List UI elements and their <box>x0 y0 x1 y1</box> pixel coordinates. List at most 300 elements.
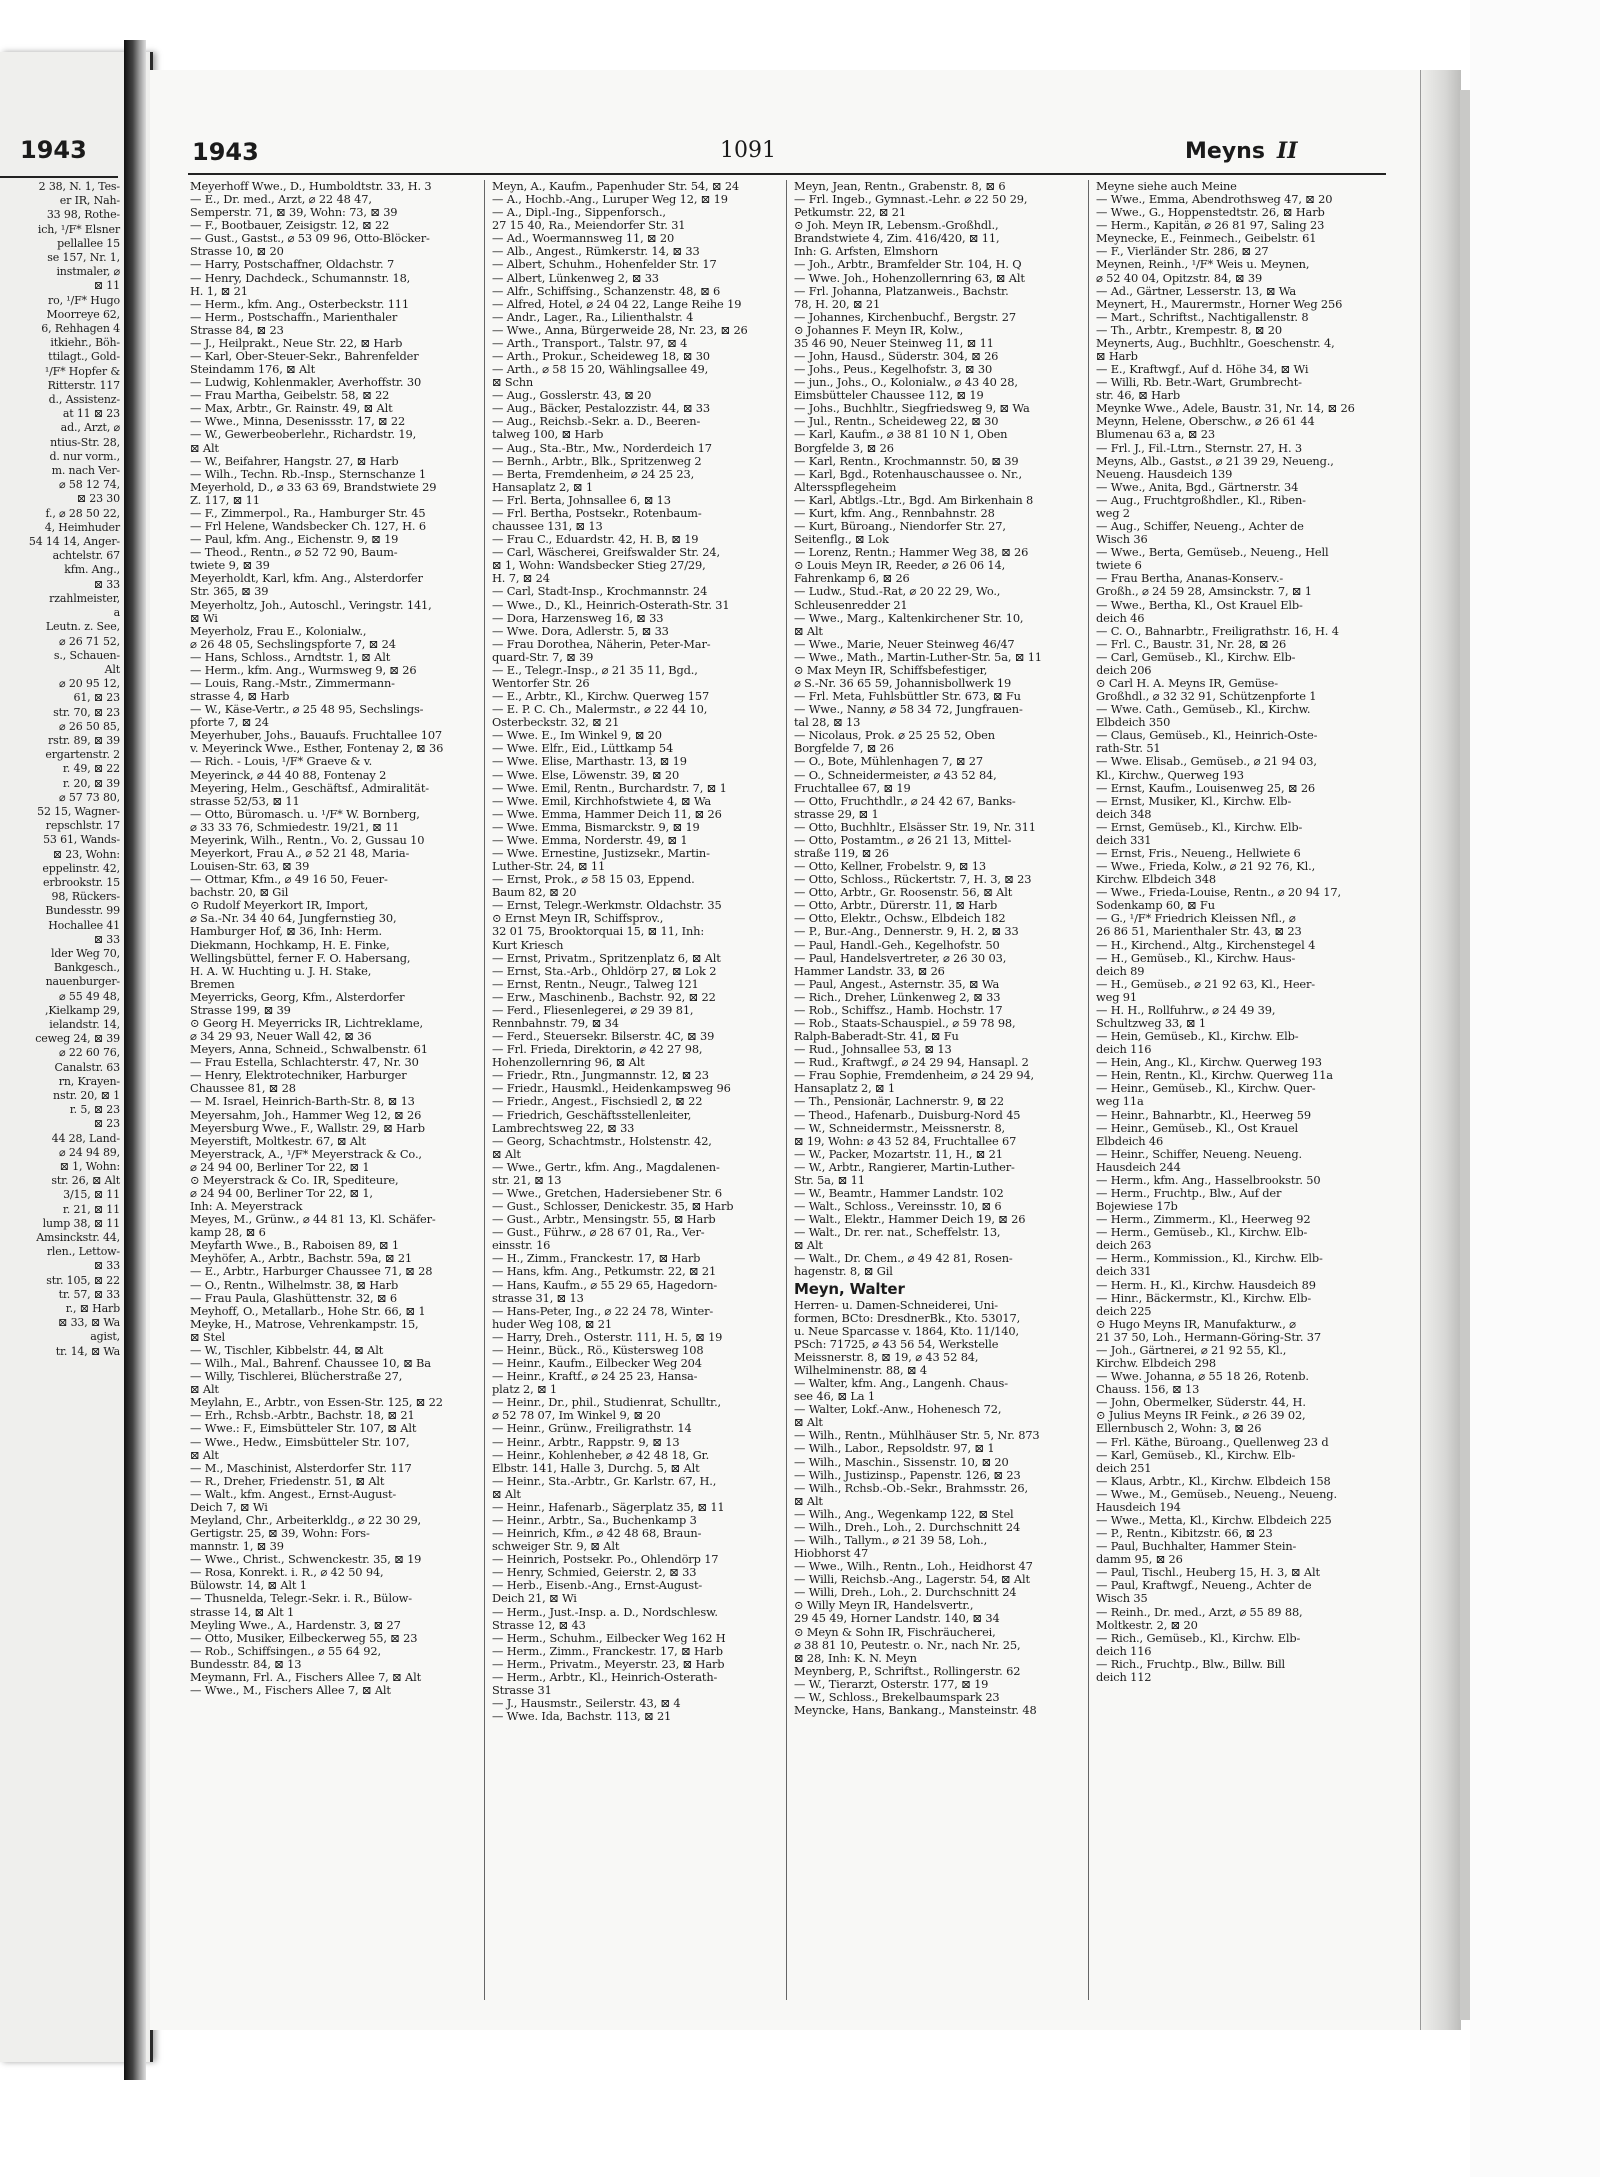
left-page-line: ⌀ 58 12 74, <box>59 478 120 492</box>
directory-entry-line: — Aug., Sta.-Btr., Mw., Norderdeich 17 <box>492 441 712 455</box>
directory-heading: Meyn, Walter <box>794 1279 905 1298</box>
left-page-header-rule <box>0 176 118 178</box>
directory-entry-line: — Wwe. Cath., Gemüseb., Kl., Kirchw. <box>1096 703 1311 717</box>
directory-entry-line: — O., Rentn., Wilhelmstr. 38, ⊠ Harb <box>190 1278 399 1292</box>
directory-columns <box>190 180 1386 2000</box>
directory-entry-line: ⊠ Alt <box>794 1239 823 1253</box>
directory-entry-line: Meyncke, Hans, Bankang., Mansteinstr. 48 <box>794 1703 1037 1717</box>
directory-entry-line: Eimsbütteler Chaussee 112, ⊠ 19 <box>794 389 984 403</box>
directory-entry-line: Inh: A. Meyerstrack <box>190 1200 303 1214</box>
directory-entry-line: — Hans, Schloss., Arndtstr. 1, ⊠ Alt <box>190 650 391 664</box>
directory-entry-line: — Wwe., Bertha, Kl., Ost Krauel Elb- <box>1096 598 1303 612</box>
left-page-line: r. 20, ⊠ 39 <box>62 776 120 790</box>
directory-entry-line: — Erh., Rchsb.-Arbtr., Bachstr. 18, ⊠ 21 <box>190 1409 415 1423</box>
directory-entry-line: 78, H. 20, ⊠ 21 <box>794 297 881 311</box>
directory-entry-line: Diekmann, Hochkamp, H. E. Finke, <box>190 938 390 952</box>
left-page-line: Moorreye 62, <box>46 307 120 321</box>
directory-entry-line: — Karl, Ober-Steuer-Sekr., Bahrenfelder <box>190 350 419 364</box>
directory-entry-line: — Wwe., Anita, Bgd., Gärtnerstr. 34 <box>1096 480 1299 494</box>
left-page-year: 1943 <box>20 136 87 164</box>
directory-entry-line: — Rich., Dreher, Lünkenweg 2, ⊠ 33 <box>794 990 1001 1004</box>
directory-entry-line: weg 91 <box>1096 990 1137 1004</box>
directory-entry-line: — Louis, Rang.-Mstr., Zimmermann- <box>190 676 395 690</box>
directory-entry-line: — Friedr., Angest., Fischsiedl 2, ⊠ 22 <box>492 1095 703 1109</box>
directory-entry-line: — Hein, Gemüseb., Kl., Kirchw. Elb- <box>1096 1030 1299 1044</box>
directory-entry-line: Bremen <box>190 977 235 991</box>
directory-entry-line: Meyering, Helm., Geschäftsf., Admiralität- <box>190 781 429 795</box>
directory-entry-line: — Albert, Lünkenweg 2, ⊠ 33 <box>492 271 659 285</box>
directory-entry-line: Wentorfer Str. 26 <box>492 676 590 690</box>
directory-entry-line: — Heinr., Kohlenheber, ⌀ 42 48 18, Gr. <box>492 1448 710 1462</box>
directory-entry-line: hagenstr. 8, ⊠ Gil <box>794 1265 893 1279</box>
directory-entry-line: str. 21, ⊠ 13 <box>492 1173 562 1187</box>
directory-entry-line: Hausdeich 244 <box>1096 1160 1181 1174</box>
directory-entry-line: — H., Gemüseb., Kl., Kirchw. Haus- <box>1096 951 1296 965</box>
directory-entry-line: — Alfr., Schiffsing., Schanzenstr. 48, ⊠ 6 <box>492 284 721 298</box>
running-head-name: Meyns <box>1185 139 1265 164</box>
left-page-line: Ritterstr. 117 <box>47 378 120 392</box>
directory-entry-line: — Ernst, Kaufm., Louisenweg 25, ⊠ 26 <box>1096 781 1316 795</box>
directory-entry-line: — Ernst, Gemüseb., Kl., Kirchw. Elb- <box>1096 820 1303 834</box>
directory-entry-line: — Willi, Reichsb.-Ang., Lagerstr. 54, ⊠ Alt <box>794 1573 1030 1587</box>
directory-entry-line: — Rob., Schiffsz., Hamb. Hochstr. 17 <box>794 1003 1003 1017</box>
directory-entry-line: 21 37 50, Loh., Hermann-Göring-Str. 37 <box>1096 1330 1321 1344</box>
directory-entry-line: — Wwe. Else, Löwenstr. 39, ⊠ 20 <box>492 768 680 782</box>
directory-entry-line: Meyerhold, D., ⌀ 33 63 69, Brandstwiete 29 <box>190 480 437 494</box>
left-page-line: 44 28, Land- <box>51 1131 120 1145</box>
running-head <box>1185 138 1298 164</box>
directory-entry-line: Baum 82, ⊠ 20 <box>492 886 577 900</box>
directory-entry-line: Schleusenredder 21 <box>794 598 908 612</box>
directory-entry-line: — Jul., Rentn., Scheideweg 22, ⊠ 30 <box>794 415 999 429</box>
directory-entry-line: — Wwe., Wilh., Rentn., Loh., Heidhorst 47 <box>794 1560 1033 1574</box>
directory-entry-line: — P., Bur.-Ang., Dennerstr. 9, H. 2, ⊠ 33 <box>794 925 1019 939</box>
directory-entry-line: — Wilh., Dreh., Loh., 2. Durchschnitt 24 <box>794 1520 1021 1534</box>
directory-entry-line: — Walter, kfm. Ang., Langenh. Chaus- <box>794 1377 1008 1391</box>
directory-entry-line: — Frau Paula, Glashüttenstr. 32, ⊠ 6 <box>190 1291 397 1305</box>
directory-entry-line: deich 251 <box>1096 1461 1152 1475</box>
left-page-line: 98, Rückers- <box>51 890 120 904</box>
left-page-line: 52 15, Wagner- <box>37 804 120 818</box>
directory-entry-line: — Frau Martha, Geibelstr. 58, ⊠ 22 <box>190 389 390 403</box>
directory-entry-line: — Herm., Kommission., Kl., Kirchw. Elb- <box>1096 1252 1323 1266</box>
directory-entry-line: deich 225 <box>1096 1304 1152 1318</box>
directory-entry-line: — Karl, Rentn., Krochmannstr. 50, ⊠ 39 <box>794 454 1019 468</box>
directory-entry-line: — Herm., Gemüseb., Kl., Kirchw. Elb- <box>1096 1226 1308 1240</box>
directory-entry-line: deich 331 <box>1096 1265 1152 1279</box>
directory-entry-line: — A., Hochb.-Ang., Luruper Weg 12, ⊠ 19 <box>492 193 728 207</box>
directory-entry-line: Hohenzollernring 96, ⊠ Alt <box>492 1056 645 1070</box>
directory-entry-line: ⊠ 28, Inh: K. N. Meyn <box>794 1651 917 1665</box>
directory-entry-line: ⊠ Alt <box>794 1494 823 1508</box>
directory-entry-line: — Rob., Schiffsingen., ⌀ 55 64 92, <box>190 1644 381 1658</box>
directory-entry-line: Meymann, Frl. A., Fischers Allee 7, ⊠ Alt <box>190 1670 421 1684</box>
left-page-line: d., Assistenz- <box>48 393 120 407</box>
directory-entry-line: — Frau C., Eduardstr. 42, H. B, ⊠ 19 <box>492 533 699 547</box>
directory-entry-line: deich 331 <box>1096 833 1152 847</box>
directory-entry-line: Sodenkamp 60, ⊠ Fu <box>1096 899 1215 913</box>
directory-entry-line: — Frl. Johanna, Platzanweis., Bachstr. <box>794 284 1009 298</box>
directory-entry-line: — Wwe., Math., Martin-Luther-Str. 5a, ⊠ 11 <box>794 650 1042 664</box>
directory-entry-line: 32 01 75, Brooktorquai 15, ⊠ 11, Inh: <box>492 925 705 939</box>
directory-entry-line: — Ernst, Musiker, Kl., Kirchw. Elb- <box>1096 794 1292 808</box>
directory-entry-line: Meyland, Chr., Arbeiterkldg., ⌀ 22 30 29, <box>190 1513 422 1527</box>
left-page-line: lder Weg 70, <box>51 946 120 960</box>
directory-entry-line: Borgfelde 7, ⊠ 26 <box>794 742 894 756</box>
directory-entry-line: Meyke, H., Matrose, Vehrenkampstr. 15, <box>190 1317 419 1331</box>
directory-entry-line: — M. Israel, Heinrich-Barth-Str. 8, ⊠ 13 <box>190 1095 415 1109</box>
directory-entry-line: — J., Hausmstr., Seilerstr. 43, ⊠ 4 <box>492 1697 681 1711</box>
directory-entry-line: — Herm., Kapitän, ⌀ 26 81 97, Saling 23 <box>1096 219 1325 233</box>
directory-entry-line: Meyfarth Wwe., B., Raboisen 89, ⊠ 1 <box>190 1239 399 1253</box>
directory-entry-line: ⊠ Wi <box>190 611 218 625</box>
directory-entry-line: Meyersahm, Joh., Hammer Weg 12, ⊠ 26 <box>190 1108 422 1122</box>
directory-entry-line: — Ferd., Fliesenlegerei, ⌀ 29 39 81, <box>492 1003 694 1017</box>
directory-entry-line: — F., Bootbauer, Zeisigstr. 12, ⊠ 22 <box>190 219 390 233</box>
directory-entry-line: — Ad., Woermannsweg 11, ⊠ 20 <box>492 232 675 246</box>
directory-entry-line: — Wwe., M., Gemüseb., Neueng., Neueng. <box>1096 1487 1337 1501</box>
directory-entry-line: — Carl, Gemüseb., Kl., Kirchw. Elb- <box>1096 650 1296 664</box>
directory-entry-line: — Carl, Stadt-Insp., Krochmannstr. 24 <box>492 585 708 599</box>
directory-entry-line: — Wwe., Minna, Desenissstr. 17, ⊠ 22 <box>190 415 406 429</box>
directory-entry-line: weg 2 <box>1096 506 1130 520</box>
directory-entry-line: ⊠ Schn <box>492 376 534 390</box>
page-edge-shadow <box>1460 90 1470 2020</box>
directory-entry-line: Blumenau 63 a, ⊠ 23 <box>1096 428 1215 442</box>
directory-entry-line: — Otto, Arbtr., Gr. Roosenstr. 56, ⊠ Alt <box>794 886 1013 900</box>
directory-entry-line: Kurt Kriesch <box>492 938 564 952</box>
directory-entry-line: — Herm., Schuhm., Eilbecker Weg 162 H <box>492 1631 726 1645</box>
left-page-line: str. 105, ⊠ 22 <box>46 1273 120 1287</box>
directory-entry-line: Hansaplatz 2, ⊠ 1 <box>794 1082 895 1096</box>
directory-entry-line: — Wwe., Berta, Gemüseb., Neueng., Hell <box>1096 546 1329 560</box>
directory-entry-line: — H. H., Rollfuhrw., ⌀ 24 49 39, <box>1096 1003 1276 1017</box>
directory-entry-line: ⌀ 52 78 07, Im Winkel 9, ⊠ 20 <box>492 1409 661 1423</box>
directory-entry-line: Hiobhorst 47 <box>794 1547 869 1561</box>
directory-entry-line: — W., Arbtr., Rangierer, Martin-Luther- <box>794 1160 1015 1174</box>
directory-entry-line: deich 206 <box>1096 663 1152 677</box>
directory-entry-line: — Kurt, Büroang., Niendorfer Str. 27, <box>794 520 1006 534</box>
directory-entry-line: Louisen-Str. 63, ⊠ 39 <box>190 860 310 874</box>
directory-entry-line: — W., Schloss., Brekelbaumspark 23 <box>794 1690 1000 1704</box>
directory-entry-line: strasse 31, ⊠ 13 <box>492 1291 584 1305</box>
directory-entry-line: — Karl, Gemüseb., Kl., Kirchw. Elb- <box>1096 1448 1296 1462</box>
directory-entry-line: Ellernbusch 2, Wohn: 3, ⊠ 26 <box>1096 1422 1262 1436</box>
directory-entry-line: — Ad., Gärtner, Lesserstr. 13, ⊠ Wa <box>1096 284 1297 298</box>
left-page-line: r. 21, ⊠ 11 <box>62 1202 120 1216</box>
directory-entry-line: ⊙ Hugo Meyns IR, Manufakturw., ⌀ <box>1096 1317 1296 1331</box>
directory-entry-line: Strasse 10, ⊠ 20 <box>190 245 284 259</box>
left-page-line: eppelinstr. 42, <box>42 861 120 875</box>
directory-entry-line: — Wwe. Elfr., Eid., Lüttkamp 54 <box>492 742 674 756</box>
left-page-line: ⊠ 33 <box>93 577 120 591</box>
directory-entry-line: — Wwe., M., Fischers Allee 7, ⊠ Alt <box>190 1683 391 1697</box>
directory-entry-line: Großh., ⌀ 24 59 28, Amsinckstr. 7, ⊠ 1 <box>1096 585 1312 599</box>
left-page-line: ro, ¹/F* Hugo <box>47 293 120 307</box>
directory-entry-line: — Rosa, Konrekt. i. R., ⌀ 42 50 94, <box>190 1566 384 1580</box>
directory-entry-line: ⊙ Meyerstrack & Co. IR, Spediteure, <box>190 1173 399 1187</box>
directory-entry-line: Moltkestr. 2, ⊠ 20 <box>1096 1618 1198 1632</box>
directory-entry-line: — Walt., Dr. Chem., ⌀ 49 42 81, Rosen- <box>794 1252 1013 1266</box>
left-page-line: ,Kielkamp 29, <box>45 1003 120 1017</box>
directory-entry-line: — Wwe. Emma, Hammer Deich 11, ⊠ 26 <box>492 807 722 821</box>
directory-entry-line: Elbdeich 46 <box>1096 1134 1164 1148</box>
directory-entry-line: — Th., Arbtr., Krempestr. 8, ⊠ 20 <box>1096 323 1282 337</box>
directory-entry-line: Hausdeich 194 <box>1096 1500 1181 1514</box>
left-page-line: ¹/F* Hopfer & <box>44 364 120 378</box>
directory-entry-line: — Heinr., Dr., phil., Studienrat, Schulltr., <box>492 1396 722 1410</box>
directory-entry-line: rath-Str. 51 <box>1096 742 1161 756</box>
directory-entry-line: — Heinr., Arbtr., Rappstr. 9, ⊠ 13 <box>492 1435 680 1449</box>
directory-column-1 <box>190 180 477 2000</box>
directory-entry-line: — Wwe., D., Kl., Heinrich-Osterath-Str. 31 <box>492 598 730 612</box>
directory-entry-line: — Otto, Postamtm., ⌀ 26 21 13, Mittel- <box>794 833 1012 847</box>
directory-entry-line: — Frau Sophie, Fremdenheim, ⌀ 24 29 94, <box>794 1069 1035 1083</box>
directory-entry-line: — F., Zimmerpol., Ra., Hamburger Str. 45 <box>190 506 426 520</box>
directory-entry-line: — P., Rentn., Kibitzstr. 66, ⊠ 23 <box>1096 1527 1273 1541</box>
directory-entry-line: twiete 9, ⊠ 39 <box>190 559 270 573</box>
directory-entry-line: ⌀ 38 81 10, Peutestr. o. Nr., nach Nr. 25, <box>794 1638 1021 1652</box>
directory-entry-line: Meyerkort, Frau A., ⌀ 52 21 48, Maria- <box>190 846 410 860</box>
left-page-line: ⊠ 33 <box>93 1259 120 1273</box>
directory-entry-line: — Lorenz, Rentn.; Hammer Weg 38, ⊠ 26 <box>794 546 1029 560</box>
directory-entry-line: — Heinr., Gemüseb., Kl., Ost Krauel <box>1096 1121 1299 1135</box>
directory-entry-line: ⌀ Sa.-Nr. 34 40 64, Jungfernstieg 30, <box>190 912 397 926</box>
directory-entry-line: Semperstr. 71, ⊠ 39, Wohn: 73, ⊠ 39 <box>190 206 398 220</box>
directory-entry-line: — Theod., Hafenarb., Duisburg-Nord 45 <box>794 1108 1021 1122</box>
directory-entry-line: v. Meyerinck Wwe., Esther, Fontenay 2, ⊠ 36 <box>190 742 444 756</box>
directory-entry-line: — Hans-Peter, Ing., ⌀ 22 24 78, Winter- <box>492 1304 714 1318</box>
directory-entry-line: — E., Telegr.-Insp., ⌀ 21 35 11, Bgd., <box>492 663 698 677</box>
directory-entry-line: deich 46 <box>1096 611 1145 625</box>
directory-entry-line: — Heinr., Sta.-Arbtr., Gr. Karlstr. 67, H., <box>492 1474 717 1488</box>
left-page-line: m. nach Ver- <box>51 464 120 478</box>
directory-entry-line: — Ernst, Fris., Neueng., Hellwiete 6 <box>1096 846 1301 860</box>
directory-entry-line: Schultzweg 33, ⊠ 1 <box>1096 1017 1206 1030</box>
directory-entry-line: — Max, Arbtr., Gr. Rainstr. 49, ⊠ Alt <box>190 402 393 416</box>
directory-entry-line: Meyerstrack, A., ¹/F* Meyerstrack & Co., <box>190 1147 422 1161</box>
directory-entry-line: — E., Dr. med., Arzt, ⌀ 22 48 47, <box>190 193 372 207</box>
directory-entry-line: — Frl. Berta, Johnsallee 6, ⊠ 13 <box>492 493 671 507</box>
directory-entry-line: — Rich., Fruchtp., Blw., Billw. Bill <box>1096 1657 1286 1671</box>
directory-entry-line: huder Weg 108, ⊠ 21 <box>492 1317 612 1331</box>
directory-entry-line: — Walt., Elektr., Hammer Deich 19, ⊠ 26 <box>794 1213 1026 1227</box>
directory-entry-line: deich 112 <box>1096 1670 1152 1684</box>
directory-entry-line: Meyerholtz, Joh., Autoschl., Veringstr. 141, <box>190 598 432 612</box>
directory-entry-line: — Wwe. Elisab., Gemüseb., ⌀ 21 94 03, <box>1096 755 1317 769</box>
directory-entry-line: — Herm., Privatm., Meyerstr. 23, ⊠ Harb <box>492 1657 725 1671</box>
directory-entry-line: — John, Obermelker, Süderstr. 44, H. <box>1096 1396 1306 1410</box>
directory-entry-line: straße 119, ⊠ 26 <box>794 846 889 860</box>
directory-entry-line: — Wwe., Frieda, Kolw., ⌀ 21 92 76, Kl., <box>1096 860 1316 874</box>
directory-entry-line: 35 46 90, Neuer Steinweg 11, ⊠ 11 <box>794 336 994 350</box>
directory-entry-line: ⌀ 24 94 00, Berliner Tor 22, ⊠ 1 <box>190 1160 370 1174</box>
left-page-line: nauenburger- <box>45 975 120 989</box>
left-page-line: ⊠ 11 <box>93 279 120 293</box>
directory-entry-line: — Wilh., Labor., Repsoldstr. 97, ⊠ 1 <box>794 1442 995 1456</box>
directory-entry-line: Petkumstr. 22, ⊠ 21 <box>794 206 906 220</box>
directory-entry-line: — Frl. Ingeb., Gymnast.-Lehr. ⌀ 22 50 29, <box>794 193 1028 207</box>
directory-entry-line: — H., Kirchend., Altg., Kirchenstegel 4 <box>1096 938 1316 952</box>
directory-entry-line: formen, BCto: DresdnerBk., Kto. 53017, <box>794 1311 1021 1325</box>
directory-entry-line: einsstr. 16 <box>492 1239 551 1253</box>
directory-entry-line: — Otto, Musiker, Eilbeckerweg 55, ⊠ 23 <box>190 1631 418 1645</box>
directory-entry-line: — Wwe., Gretchen, Hadersiebener Str. 6 <box>492 1187 722 1201</box>
directory-entry-line: ⊠ Harb <box>1096 350 1138 364</box>
directory-column-4 <box>1096 180 1383 2000</box>
directory-entry-line: — Dora, Harzensweg 16, ⊠ 33 <box>492 611 664 625</box>
directory-entry-line: ⊙ Rudolf Meyerkort IR, Import, <box>190 899 369 913</box>
directory-entry-line: Meyerricks, Georg, Kfm., Alsterdorfer <box>190 990 405 1004</box>
directory-entry-line: — Frl. C., Baustr. 31, Nr. 28, ⊠ 26 <box>1096 637 1287 651</box>
left-page-line: r. 49, ⊠ 22 <box>62 762 120 776</box>
directory-entry-line: — Wwe. Emil, Kirchhofstwiete 4, ⊠ Wa <box>492 794 712 808</box>
directory-entry-line: Kl., Kirchw., Querweg 193 <box>1096 768 1244 782</box>
directory-entry-line: — Paul, Tischl., Heuberg 15, H. 3, ⊠ Alt <box>1096 1566 1320 1580</box>
directory-entry-line: — Hein, Rentn., Kl., Kirchw. Querweg 11a <box>1096 1069 1333 1083</box>
directory-entry-line: Meynke Wwe., Adele, Baustr. 31, Nr. 14, ⊠ 26 <box>1096 402 1355 416</box>
directory-entry-line: — Alb., Angest., Rümkerstr. 14, ⊠ 33 <box>492 245 700 259</box>
directory-entry-line: — W., Tischler, Kibbelstr. 44, ⊠ Alt <box>190 1343 384 1357</box>
directory-entry-line: Bundesstr. 84, ⊠ 13 <box>190 1657 302 1671</box>
directory-entry-line: Strasse 199, ⊠ 39 <box>190 1003 291 1017</box>
directory-entry-line: — Paul, Buchhalter, Hammer Stein- <box>1096 1540 1297 1554</box>
directory-entry-line: — H., Zimm., Franckestr. 17, ⊠ Harb <box>492 1252 701 1266</box>
left-page-line: Bankgesch., <box>53 961 120 975</box>
directory-entry-line: Osterbeckstr. 32, ⊠ 21 <box>492 716 620 730</box>
left-page-line: ⌀ 22 60 76, <box>59 1046 120 1060</box>
directory-entry-line: — Arth., ⌀ 58 15 20, Wählingsallee 49, <box>492 363 709 377</box>
directory-entry-line: — Heinr., Gemüseb., Kl., Kirchw. Quer- <box>1096 1082 1316 1096</box>
directory-entry-line: Bülowstr. 14, ⊠ Alt 1 <box>190 1579 307 1593</box>
left-page-line: ttilagt., Gold- <box>48 350 120 364</box>
directory-entry-line: ⌀ 34 29 93, Neuer Wall 42, ⊠ 36 <box>190 1030 372 1044</box>
directory-entry-line: — Hinr., Bäckermstr., Kl., Kirchw. Elb- <box>1096 1291 1312 1305</box>
left-page-line: ⌀ 55 49 48, <box>59 989 120 1003</box>
directory-entry-line: — W., Packer, Mozartstr. 11, H., ⊠ 21 <box>794 1147 1003 1161</box>
directory-entry-line: — Hans, Kaufm., ⌀ 55 29 65, Hagedorn- <box>492 1278 718 1292</box>
directory-entry-line: — Wwe. Emma, Norderstr. 49, ⊠ 1 <box>492 833 688 847</box>
directory-entry-line: — Herm., kfm. Ang., Osterbeckstr. 111 <box>190 297 409 311</box>
left-page-line: lump 38, ⊠ 11 <box>42 1216 120 1230</box>
left-page-line: ad., Arzt, ⌀ <box>60 421 120 435</box>
directory-entry-line: — Herm., Postschaffn., Marienthaler <box>190 310 398 324</box>
directory-entry-line: ⌀ S.-Nr. 36 65 59, Johannisbollwerk 19 <box>794 676 1012 690</box>
left-page-lines <box>0 180 122 1359</box>
directory-entry-line: — Alfred, Hotel, ⌀ 24 04 22, Lange Reihe 19 <box>492 297 742 311</box>
directory-entry-line: Strasse 31 <box>492 1683 552 1697</box>
directory-entry-line: — Karl, Abtlgs.-Ltr., Bgd. Am Birkenhain 8 <box>794 493 1034 507</box>
directory-entry-line: — Wwe. E., Im Winkel 9, ⊠ 20 <box>492 729 662 743</box>
directory-entry-line: — W., Gewerbeoberlehr., Richardstr. 19, <box>190 428 417 442</box>
directory-entry-line: Wisch 35 <box>1096 1592 1148 1606</box>
directory-entry-line: — Wwe., Gertr., kfm. Ang., Magdalenen- <box>492 1160 720 1174</box>
directory-entry-line: — Paul, Handl.-Geh., Kegelhofstr. 50 <box>794 938 1000 952</box>
directory-entry-line: strasse 14, ⊠ Alt 1 <box>190 1605 295 1619</box>
directory-entry-line: — Johannes, Kirchenbuchf., Bergstr. 27 <box>794 310 1016 324</box>
directory-entry-line: Fruchtallee 67, ⊠ 19 <box>794 781 911 795</box>
directory-entry-line: Großhdl., ⌀ 32 32 91, Schützenpforte 1 <box>1096 690 1317 704</box>
directory-entry-line: — E. P. C. Ch., Malermstr., ⌀ 22 44 10, <box>492 703 708 717</box>
directory-entry-line: — Aug., Fruchtgroßhdler., Kl., Riben- <box>1096 493 1306 507</box>
directory-entry-line: Luther-Str. 24, ⊠ 11 <box>492 860 606 874</box>
directory-entry-line: — Otto, Büromasch. u. ¹/F* W. Bornberg, <box>190 807 420 821</box>
directory-entry-line: Meyn, A., Kaufm., Papenhuder Str. 54, ⊠ 24 <box>492 180 740 193</box>
directory-entry-line: — Otto, Elektr., Ochsw., Elbdeich 182 <box>794 912 1006 926</box>
directory-entry-line: ⌀ 52 40 04, Opitzstr. 84, ⊠ 39 <box>1096 271 1263 285</box>
directory-entry-line: — Wwe., Hedw., Eimsbütteler Str. 107, <box>190 1435 410 1449</box>
directory-entry-line: — Friedr., Rtn., Jungmannstr. 12, ⊠ 23 <box>492 1069 709 1083</box>
directory-entry-line: — Aug., Bäcker, Pestalozzistr. 44, ⊠ 33 <box>492 402 711 416</box>
directory-entry-line: — Willy, Tischlerei, Blücherstraße 27, <box>190 1370 403 1384</box>
left-page-line: se 157, Nr. 1, <box>47 251 120 265</box>
directory-entry-line: — Wilh., Ang., Wegenkamp 122, ⊠ Stel <box>794 1507 1014 1521</box>
directory-entry-line: H. 1, ⊠ 21 <box>190 284 248 298</box>
directory-entry-line: Meyerholz, Frau E., Kolonialw., <box>190 624 367 638</box>
directory-entry-line: — Frau Estella, Schlachterstr. 47, Nr. 30 <box>190 1056 419 1070</box>
left-page-line: tr. 14, ⊠ Wa <box>55 1344 120 1358</box>
directory-entry-line: Meyersburg Wwe., F., Wallstr. 29, ⊠ Harb <box>190 1121 425 1135</box>
directory-entry-line: — Henry, Dachdeck., Schumannstr. 18, <box>190 271 411 285</box>
directory-column-3 <box>794 180 1081 2000</box>
left-page-line: 4, Heimhuder <box>44 520 120 534</box>
directory-entry-line: deich 89 <box>1096 964 1145 978</box>
directory-entry-line: chaussee 131, ⊠ 13 <box>492 520 603 534</box>
directory-entry-line: — Heinr., Arbtr., Sa., Buchenkamp 3 <box>492 1513 697 1527</box>
directory-entry-line: deich 263 <box>1096 1239 1152 1253</box>
directory-entry-line: — Aug., Gosslerstr. 43, ⊠ 20 <box>492 389 652 403</box>
directory-entry-line: — Herm., kfm. Ang., Wurmsweg 9, ⊠ 26 <box>190 663 417 677</box>
directory-entry-line: ⊙ Joh. Meyn IR, Lebensm.-Großhdl., <box>794 219 999 233</box>
directory-entry-line: — Herm., Arbtr., Kl., Heinrich-Osterath- <box>492 1670 718 1684</box>
directory-entry-line: — A., Dipl.-Ing., Sippenforsch., <box>492 206 666 220</box>
directory-entry-line: — W., Schneidermstr., Meissnerstr. 8, <box>794 1121 1006 1135</box>
directory-entry-line: — Henry, Elektrotechniker, Harburger <box>190 1069 407 1083</box>
directory-entry-line: Meynberg, P., Schriftst., Rollingerstr. 62 <box>794 1664 1021 1678</box>
left-page-line: Bundesstr. 99 <box>45 904 120 918</box>
left-page-line: Canalstr. 63 <box>54 1060 120 1074</box>
directory-entry-line: Bojewiese 17b <box>1096 1200 1178 1214</box>
directory-entry-line: ⊙ Louis Meyn IR, Reeder, ⌀ 26 06 14, <box>794 559 1006 573</box>
directory-entry-line: ⊠ Alt <box>794 1416 823 1430</box>
directory-entry-line: Meyerholdt, Karl, kfm. Ang., Alsterdorfer <box>190 572 423 586</box>
directory-entry-line: 27 15 40, Ra., Meiendorfer Str. 31 <box>492 219 686 233</box>
left-page-line: a <box>113 606 120 620</box>
directory-entry-line: Kirchw. Elbdeich 348 <box>1096 873 1216 887</box>
left-page-line: ⌀ 20 95 12, <box>59 677 120 691</box>
directory-entry-line: Meynerts, Aug., Buchhltr., Goeschenstr. 4, <box>1096 336 1335 350</box>
left-page-line: 61, ⊠ 23 <box>73 691 120 705</box>
left-page-line: ⌀ 26 71 52, <box>59 634 120 648</box>
directory-entry-line: Wellingsbüttel, ferner F. O. Habersang, <box>190 951 411 965</box>
directory-entry-line: — Otto, Fruchthdlr., ⌀ 24 42 67, Banks- <box>794 794 1016 808</box>
directory-entry-line: talweg 100, ⊠ Harb <box>492 428 604 442</box>
directory-entry-line: — W., Tierarzt, Osterstr. 177, ⊠ 19 <box>794 1677 989 1691</box>
directory-entry-line: — Claus, Gemüseb., Kl., Heinrich-Oste- <box>1096 729 1318 743</box>
column-divider <box>786 180 787 2000</box>
directory-entry-line: deich 116 <box>1096 1644 1152 1658</box>
directory-entry-line: — M., Maschinist, Alsterdorfer Str. 117 <box>190 1461 412 1475</box>
left-page-line: d. nur vorm., <box>49 449 120 463</box>
directory-entry-line: Wilhelminenstr. 88, ⊠ 4 <box>794 1363 927 1377</box>
directory-entry-line: tal 28, ⊠ 13 <box>794 716 861 730</box>
directory-entry-line: mannstr. 1, ⊠ 39 <box>190 1540 284 1554</box>
directory-entry-line: — Ferd., Steuersekr. Bilserstr. 4C, ⊠ 39 <box>492 1030 715 1044</box>
directory-entry-line: — Willi, Rb. Betr.-Wart, Grumbrecht- <box>1096 376 1302 390</box>
page-year: 1943 <box>192 138 259 166</box>
directory-entry-line: see 46, ⊠ La 1 <box>794 1390 875 1404</box>
directory-entry-line: — Walt., kfm. Angest., Ernst-August- <box>190 1487 397 1501</box>
